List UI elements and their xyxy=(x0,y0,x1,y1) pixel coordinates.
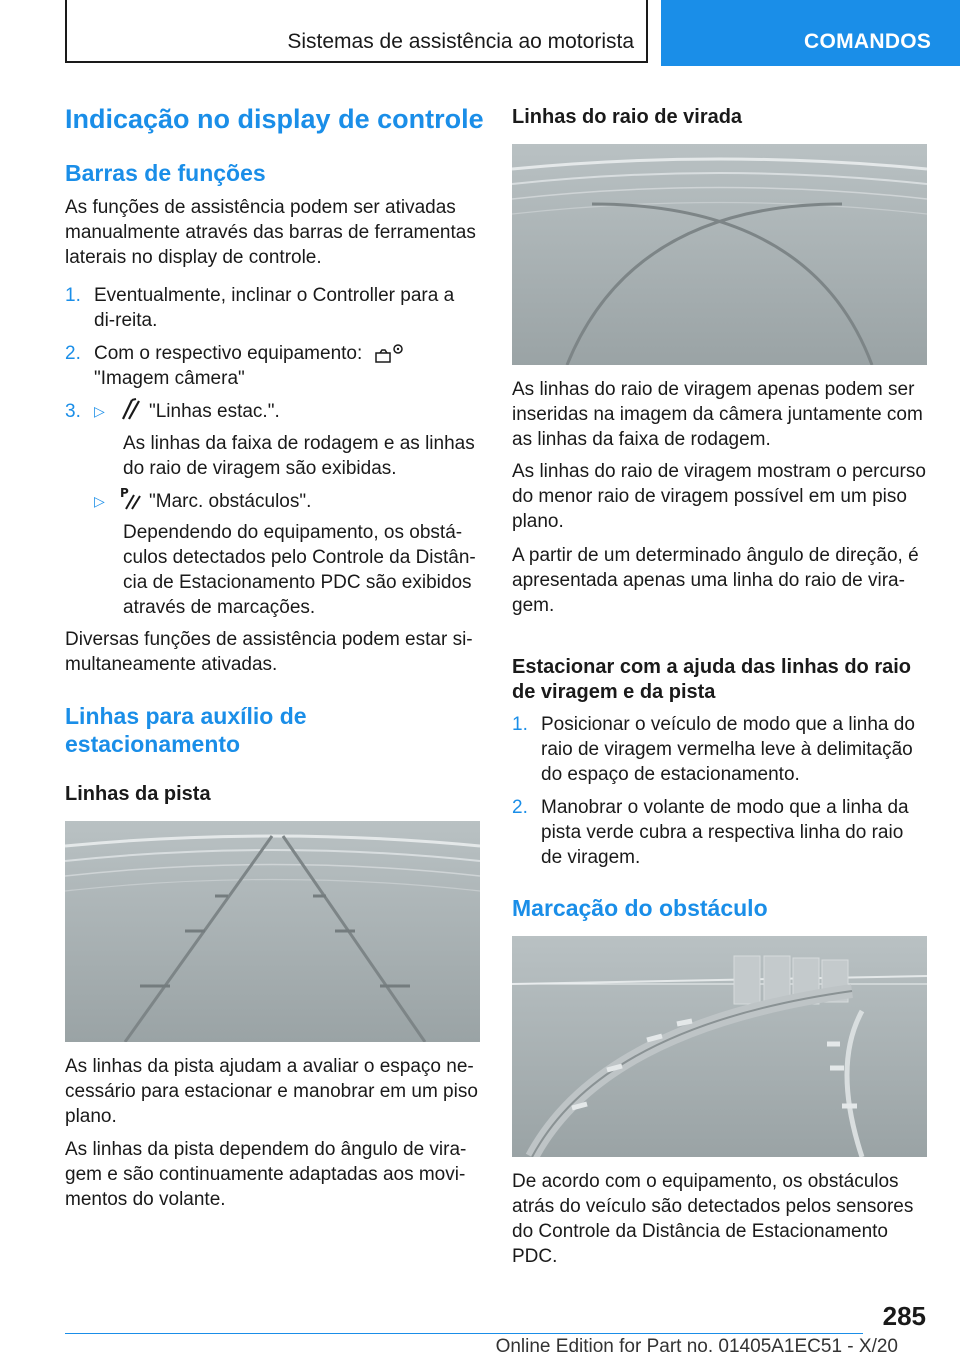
bullet-description: Dependendo do equipamento, os obstá-culos detectados pelo Controle da Distân-cia de Estacionamento PDC são exibidos através de marcações. xyxy=(123,522,476,618)
step-text: Eventualmente, inclinar o Controller para a di-reita. xyxy=(94,285,455,331)
page-footer xyxy=(65,1333,898,1357)
page-header xyxy=(0,0,960,66)
heading-function-bars: Barras de funções xyxy=(65,160,266,186)
track-paragraph-1: As linhas da pista ajudam a avaliar o espaço ne-cessário para estacionar e manobrar em um piso plano. xyxy=(65,1056,478,1127)
page-heading: Indicação no display de controle xyxy=(65,104,484,134)
step-text: Com o respectivo equipamento: xyxy=(94,343,363,364)
step-number: 1. xyxy=(512,714,528,735)
turning-paragraph-1: As linhas do raio de viragem apenas podem ser inseridas na imagem da câmera juntamente com as linhas da faixa de rodagem. xyxy=(512,379,923,450)
step-number: 3. xyxy=(65,401,81,422)
heading-track-lines: Linhas da pista xyxy=(65,783,211,805)
heading-turning-lines: Linhas do raio de virada xyxy=(512,106,743,128)
step-number: 1. xyxy=(65,285,81,306)
track-lines-figure xyxy=(65,821,480,1042)
outro-paragraph: Diversas funções de assistência podem estar si-multaneamente ativadas. xyxy=(65,629,473,675)
obstacle-paragraph: De acordo com o equipamento, os obstáculos atrás do veículo são detectados pelos sensores do Controle da Distância de Estacionamento PDC. xyxy=(512,1171,914,1267)
chapter-tab[interactable] xyxy=(661,0,960,66)
triangle-bullet-icon: ▷ xyxy=(94,403,105,419)
track-paragraph-2: As linhas da pista dependem do ângulo de vira-gem e são continuamente adaptadas aos movi-mentos do volante. xyxy=(65,1139,467,1210)
section-title: Sistemas de assistência ao motorista xyxy=(287,30,634,53)
turning-paragraph-2: As linhas do raio de viragem mostram o percurso do menor raio de viragem possível em um piso plano. xyxy=(512,461,926,532)
step-text: Posicionar o veículo de modo que a linha do raio de viragem vermelha leve à delimitação do espaço de estacionamento. xyxy=(541,714,915,785)
bullet-label: "Linhas estac.". xyxy=(149,401,280,422)
step-text-continued: "Imagem câmera" xyxy=(94,368,245,389)
obstacle-marking-figure xyxy=(512,936,927,1157)
heading-parking-assist: Estacionar com a ajuda das linhas do raio de viragem e da pista xyxy=(512,656,912,703)
step-number: 2. xyxy=(65,343,81,364)
step-text: Manobrar o volante de modo que a linha da pista verde cubra a respectiva linha do raio de viragem. xyxy=(541,797,909,868)
edition-note: Online Edition for Part no. 01405A1EC51 - X/20 xyxy=(495,1336,898,1357)
heading-parking-lines: Linhas para auxílio de estacionamento xyxy=(65,703,307,757)
step-number: 2. xyxy=(512,797,528,818)
section-title-box xyxy=(65,0,648,63)
heading-obstacle-marking: Marcação do obstáculo xyxy=(512,895,768,921)
bullet-label: "Marc. obstáculos". xyxy=(149,491,312,512)
triangle-bullet-icon: ▷ xyxy=(94,493,105,509)
turning-lines-figure xyxy=(512,144,927,365)
obstacle-marker-icon xyxy=(120,486,142,515)
parking-lines-icon xyxy=(120,397,142,426)
page-number: 285 xyxy=(882,1301,926,1331)
bullet-description: As linhas da faixa de rodagem e as linhas do raio de viragem são exibidas. xyxy=(123,433,475,479)
turning-paragraph-3: A partir de um determinado ângulo de direção, é apresentada apenas uma linha do raio de vira-gem. xyxy=(512,545,919,616)
svg-text:P: P xyxy=(120,486,129,500)
intro-paragraph: As funções de assistência podem ser ativadas manualmente através das barras de ferramentas laterais no display de controle. xyxy=(65,197,476,268)
chapter-title: COMANDOS xyxy=(804,30,932,53)
